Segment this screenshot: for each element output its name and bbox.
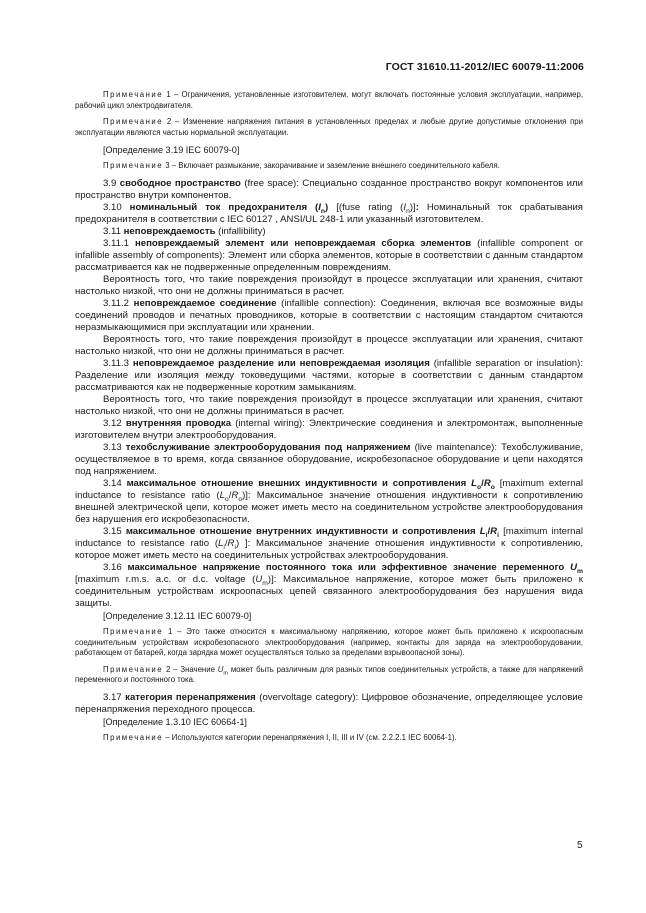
probability-text: Вероятность того, что такие повреждения произойдут в процессе эксплуатации или хранения, считают настолько низкой, что они не должны приниматься в расчет. [75,333,583,357]
clause-3-11: 3.11 неповреждаемость (infallibility) [103,225,266,237]
clause-3-14: 3.14 максимальное отношение внешних индуктивности и сопротивления $L_o/R_o$ [maximum external inductance to resistance ratio $(L_o/R_o)$]: Максимальное значение отношения индуктивности к сопротивлению внешней электрической цепи, которое может иметь место на соединительном устройстве электрооборудования без нарушения его искробезопасности. [75,477,584,525]
clause-3-9: 3.9 свободное пространство (free space): Специально созданное пространство вокруг компонентов или пространство внутри компонентов. [75,177,583,201]
page-number: 5 [577,840,583,851]
clause-3-16: 3.16 максимальное напряжение постоянного тока или эффективное значение переменного $U_m$ [maximum r.m.s. a.c. or d.c. voltage $(U_m)$]: Максимальное напряжение, которое может быть приложено к соединительным устройствам искроопасных цепей связанного электрооборудования без нарушения вида защиты. [75,561,584,609]
standard-header: ГОСТ 31610.11-2012/IEC 60079-11:2006 [385,61,584,73]
note-4: Примечание 1 – Это также относится к максимальному напряжению, которое может быть приложено к искроопасным соединительным устройствам искробезопасного электрооборудования (например, контакты для заряда на электрооборудовании, работающем от батарей, когда зарядка может осуществляться только за пределами взрывоопасной зоны). [75,626,583,658]
note-2: Примечание 2 – Изменение напряжения питания в установленных пределах и любые другие допустимые отклонения при эксплуатации являются частью нормальной эксплуатации. [75,117,583,137]
note-5: Примечание 2 – Значение $U_m$ может быть различным для разных типов соединительных устройств, а также для напряжений переменного и постоянного тока. [75,664,583,685]
clause-3-17: 3.17 категория перенапряжения (overvoltage category): Цифровое обозначение, определяющее условие перенапряжения переходного процесса. [75,691,583,715]
probability-text: Вероятность того, что такие повреждения произойдут в процессе эксплуатации или хранения, считают настолько низкой, что они не должны приниматься в расчет. [75,273,583,297]
page-content [75,90,583,750]
definition-reference: [Определение 3.12.11 IEC 60079-0] [103,610,252,621]
note-6: Примечание – Используются категории перенапряжения I, II, III и IV (см. 2.2.2.1 IEC 60064-1). [103,732,457,742]
clause-3-13: 3.13 техобслуживание электрооборудования под напряжением (live maintenance): Техобслуживание, осуществляемое в то время, когда связанное оборудование, искробезопасное оборудование и цепи находятся под напряжением. [75,441,583,477]
note-1: Примечание 1 – Ограничения, установленные изготовителем, могут включать постоянные условия эксплуатации, например, рабочий цикл электродвигателя. [75,90,583,110]
clause-3-15: 3.15 максимальное отношение внутренних индуктивности и сопротивления $L_i/R_i$ [maximum internal inductance to resistance ratio $(L_i/R_i)$ ]: Максимальное значение отношения индуктивности к сопротивлению, которое может иметь место на соединительных устройствах электрооборудования. [75,525,583,561]
clause-3-10: 3.10 номинальный ток предохранителя $(I_n)$ [(fuse rating $(I_n)$]: Номинальный ток срабатывания предохранителя в соответствии с IEC 60127 , ANSI/UL 248-1 или указанный изготовителем. [75,201,584,225]
clause-3-11-2: 3.11.2 неповреждаемое соединение (infallible connection): Соединения, включая все возможные виды соединений проводов и печатных проводников, которые в соответствии с настоящим стандартом считаются неразмыкающимися при эксплуатации или хранении. [75,297,583,333]
definition-reference: [Определение 3.19 IEC 60079-0] [103,145,240,156]
note-3: Примечание 3 – Включает размыкание, закорачивание и заземление внешнего соединительного кабеля. [103,161,500,171]
definition-reference: [Определение 1.3.10 IEC 60664-1] [103,716,247,727]
clause-3-12: 3.12 внутренняя проводка (internal wiring): Электрические соединения и электромонтаж, выполненные изготовителем внутри электрооборудования. [75,417,583,441]
probability-text: Вероятность того, что такие повреждения произойдут в процессе эксплуатации или хранения, считают настолько низкой, что они не должны приниматься в расчет. [75,393,583,417]
clause-3-11-3: 3.11.3 неповреждаемое разделение или неповреждаемая изоляция (infallible separation or insulation): Разделение или изоляция между токоведущими частями, которые в соответствии с данным стандартом рассматриваются как не подверженные коротким замыканиям. [75,357,583,393]
clause-3-11-1: 3.11.1 неповреждаемый элемент или неповреждаемая сборка элементов (infallible component or infallible assembly of components): Элемент или сборка элементов, которые в соответствии с данным стандартом рассматривается как не подверженные определенным повреждениям. [75,237,583,273]
